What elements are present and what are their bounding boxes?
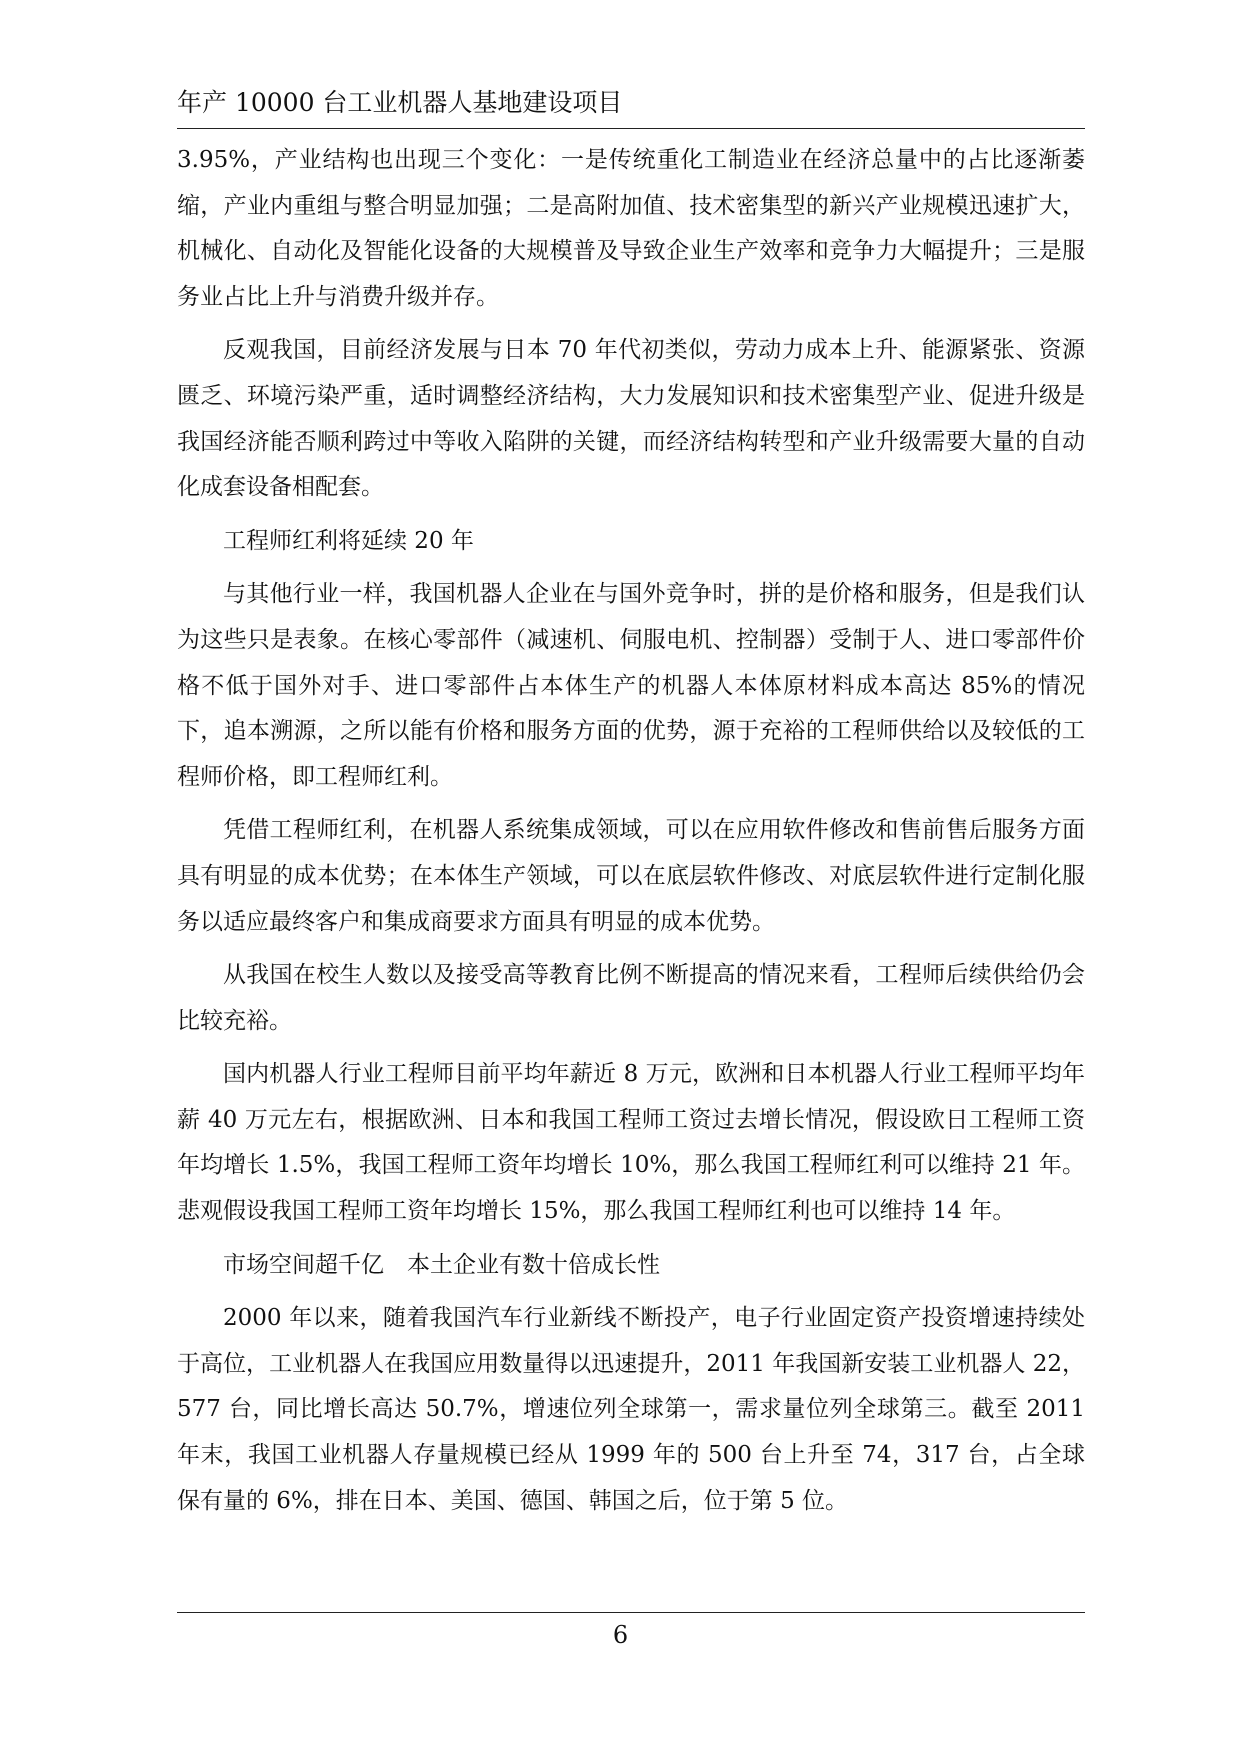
body-text (177, 138, 1085, 1524)
paragraph: 从我国在校生人数以及接受高等教育比例不断提高的情况来看，工程师后续供给仍会比较充裕。 (177, 962, 1085, 1034)
section-heading-engineer-dividend: 工程师红利将延续 20 年 (223, 527, 474, 554)
section-heading-market-space: 市场空间超千亿 本土企业有数十倍成长性 (223, 1251, 660, 1278)
header-title: 年产 10000 台工业机器人基地建设项目 (177, 88, 623, 117)
paragraph: 2000 年以来，随着我国汽车行业新线不断投产，电子行业固定资产投资增速持续处于高位，工业机器人在我国应用数量得以迅速提升，2011 年我国新安装工业机器人 22，577 台，同比增长高达 50.7%，增速位列全球第一，需求量位列全球第三。截至 2011 年末，我国工业机器人存量规模已经从 1999 年的 500 台上升至 74，317 台，占全球保有量的 6%，排在日本、美国、德国、韩国之后，位于第 5 位。 (177, 1305, 1085, 1514)
paragraph: 反观我国，目前经济发展与日本 70 年代初类似，劳动力成本上升、能源紧张、资源匮乏、环境污染严重，适时调整经济结构，大力发展知识和技术密集型产业、促进升级是我国经济能否顺利跨过中等收入陷阱的关键，而经济结构转型和产业升级需要大量的自动化成套设备相配套。 (177, 337, 1085, 501)
page-number: 6 (612, 1621, 629, 1649)
paragraph: 与其他行业一样，我国机器人企业在与国外竞争时，拼的是价格和服务，但是我们认为这些只是表象。在核心零部件（减速机、伺服电机、控制器）受制于人、进口零部件价格不低于国外对手、进口零部件占本体生产的机器人本体原材料成本高达 85%的情况下，追本溯源，之所以能有价格和服务方面的优势，源于充裕的工程师供给以及较低的工程师价格，即工程师红利。 (177, 581, 1085, 790)
paragraph: 国内机器人行业工程师目前平均年薪近 8 万元，欧洲和日本机器人行业工程师平均年薪 40 万元左右，根据欧洲、日本和我国工程师工资过去增长情况，假设欧日工程师工资年均增长 1.5%，我国工程师工资年均增长 10%，那么我国工程师红利可以维持 21 年。悲观假设我国工程师工资年均增长 15%，那么我国工程师红利也可以维持 14 年。 (177, 1061, 1085, 1225)
paragraph-continuation: 3.95%，产业结构也出现三个变化：一是传统重化工制造业在经济总量中的占比逐渐萎缩，产业内重组与整合明显加强；二是高附加值、技术密集型的新兴产业规模迅速扩大，机械化、自动化及智能化设备的大规模普及导致企业生产效率和竞争力大幅提升；三是服务业占比上升与消费升级并存。 (177, 147, 1085, 310)
footer-divider (177, 1612, 1085, 1613)
paragraph: 凭借工程师红利，在机器人系统集成领域，可以在应用软件修改和售前售后服务方面具有明显的成本优势；在本体生产领域，可以在底层软件修改、对底层软件进行定制化服务以适应最终客户和集成商要求方面具有明显的成本优势。 (177, 817, 1085, 935)
header-divider (177, 128, 1085, 129)
